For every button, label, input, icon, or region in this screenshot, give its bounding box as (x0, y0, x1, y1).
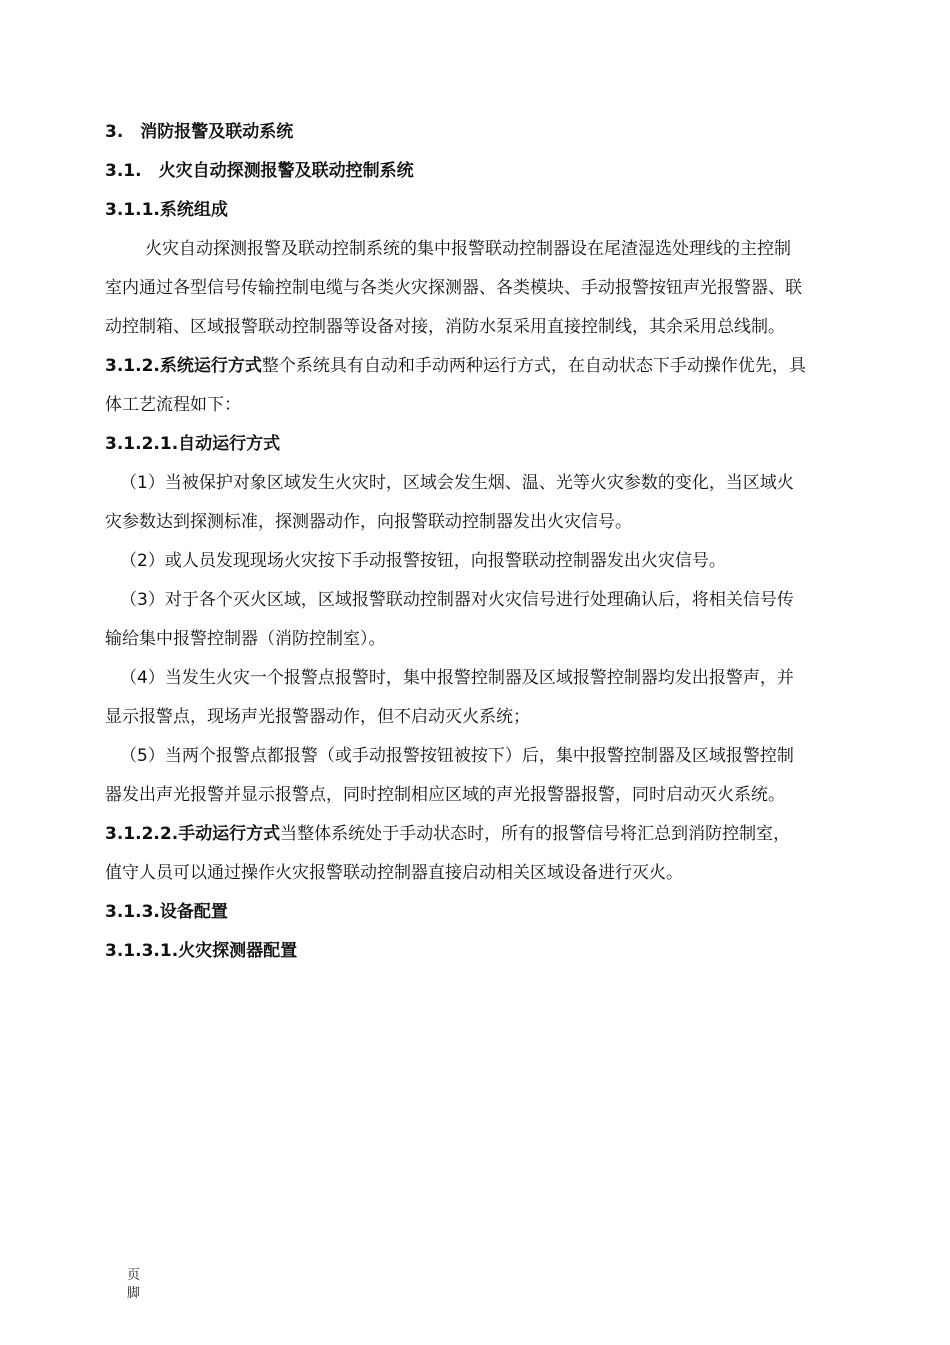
list-item-line: 灾参数达到探测标准，探测器动作，向报警联动控制器发出火灾信号。 (105, 512, 632, 532)
manual-mode-text: 当整体系统处于手动状态时，所有的报警信号将汇总到消防控制室， (280, 824, 791, 844)
heading-3-1-3-1: 3.1.3.1.火灾探测器配置 (105, 941, 298, 961)
heading-3-1-2: 3.1.2.系统运行方式 (105, 356, 262, 376)
paragraph-line: 动控制箱、区域报警联动控制器等设备对接，消防水泵采用直接控制线，其余采用总线制。 (105, 317, 785, 337)
list-item-line: （1）当被保护对象区域发生火灾时，区域会发生烟、温、光等火灾参数的变化，当区域火 (120, 473, 794, 493)
heading-3-1-1: 3.1.1.系统组成 (105, 200, 228, 220)
list-item-line: 器发出声光报警并显示报警点，同时控制相应区域的声光报警器报警，同时启动灭火系统。 (105, 785, 785, 805)
run-mode-intro: 整个系统具有自动和手动两种运行方式，在自动状态下手动操作优先，具 (261, 356, 806, 376)
list-item-line: （3）对于各个灭火区域，区域报警联动控制器对火灾信号进行处理确认后，将相关信号传 (120, 590, 794, 610)
footer-label-2: 脚 (127, 1286, 141, 1301)
list-item-line: （4）当发生火灾一个报警点报警时，集中报警控制器及区域报警控制器均发出报警声，并 (120, 668, 794, 688)
list-item-line: 显示报警点，现场声光报警器动作，但不启动灭火系统； (105, 707, 530, 727)
paragraph-line: 体工艺流程如下： (105, 395, 241, 415)
heading-3-1-2-2: 3.1.2.2.手动运行方式 (105, 824, 281, 844)
list-item-line: 输给集中报警控制器（消防控制室）。 (105, 629, 386, 649)
list-item-line: （5）当两个报警点都报警（或手动报警按钮被按下）后，集中报警控制器及区域报警控制 (120, 746, 794, 766)
heading-3-1: 3.1. 火灾自动探测报警及联动控制系统 (105, 161, 414, 181)
list-item-line: （2）或人员发现现场火灾按下手动报警按钮，向报警联动控制器发出火灾信号。 (120, 551, 726, 571)
paragraph-line: 室内通过各型信号传输控制电缆与各类火灾探测器、各类模块、手动报警按钮声光报警器、联 (105, 278, 802, 298)
manual-mode-line (105, 823, 790, 845)
heading-3: 3. 消防报警及联动系统 (105, 122, 294, 142)
paragraph-line: 值守人员可以通过操作火灾报警联动控制器直接启动相关区域设备进行灭火。 (105, 863, 683, 883)
footer-label-1: 页 (127, 1268, 141, 1283)
run-mode-line (105, 355, 806, 377)
heading-3-1-2-1: 3.1.2.1.自动运行方式 (105, 434, 281, 454)
paragraph-line: 火灾自动探测报警及联动控制系统的集中报警联动控制器设在尾渣湿选处理线的主控制 (145, 239, 791, 259)
heading-3-1-3: 3.1.3.设备配置 (105, 902, 228, 922)
